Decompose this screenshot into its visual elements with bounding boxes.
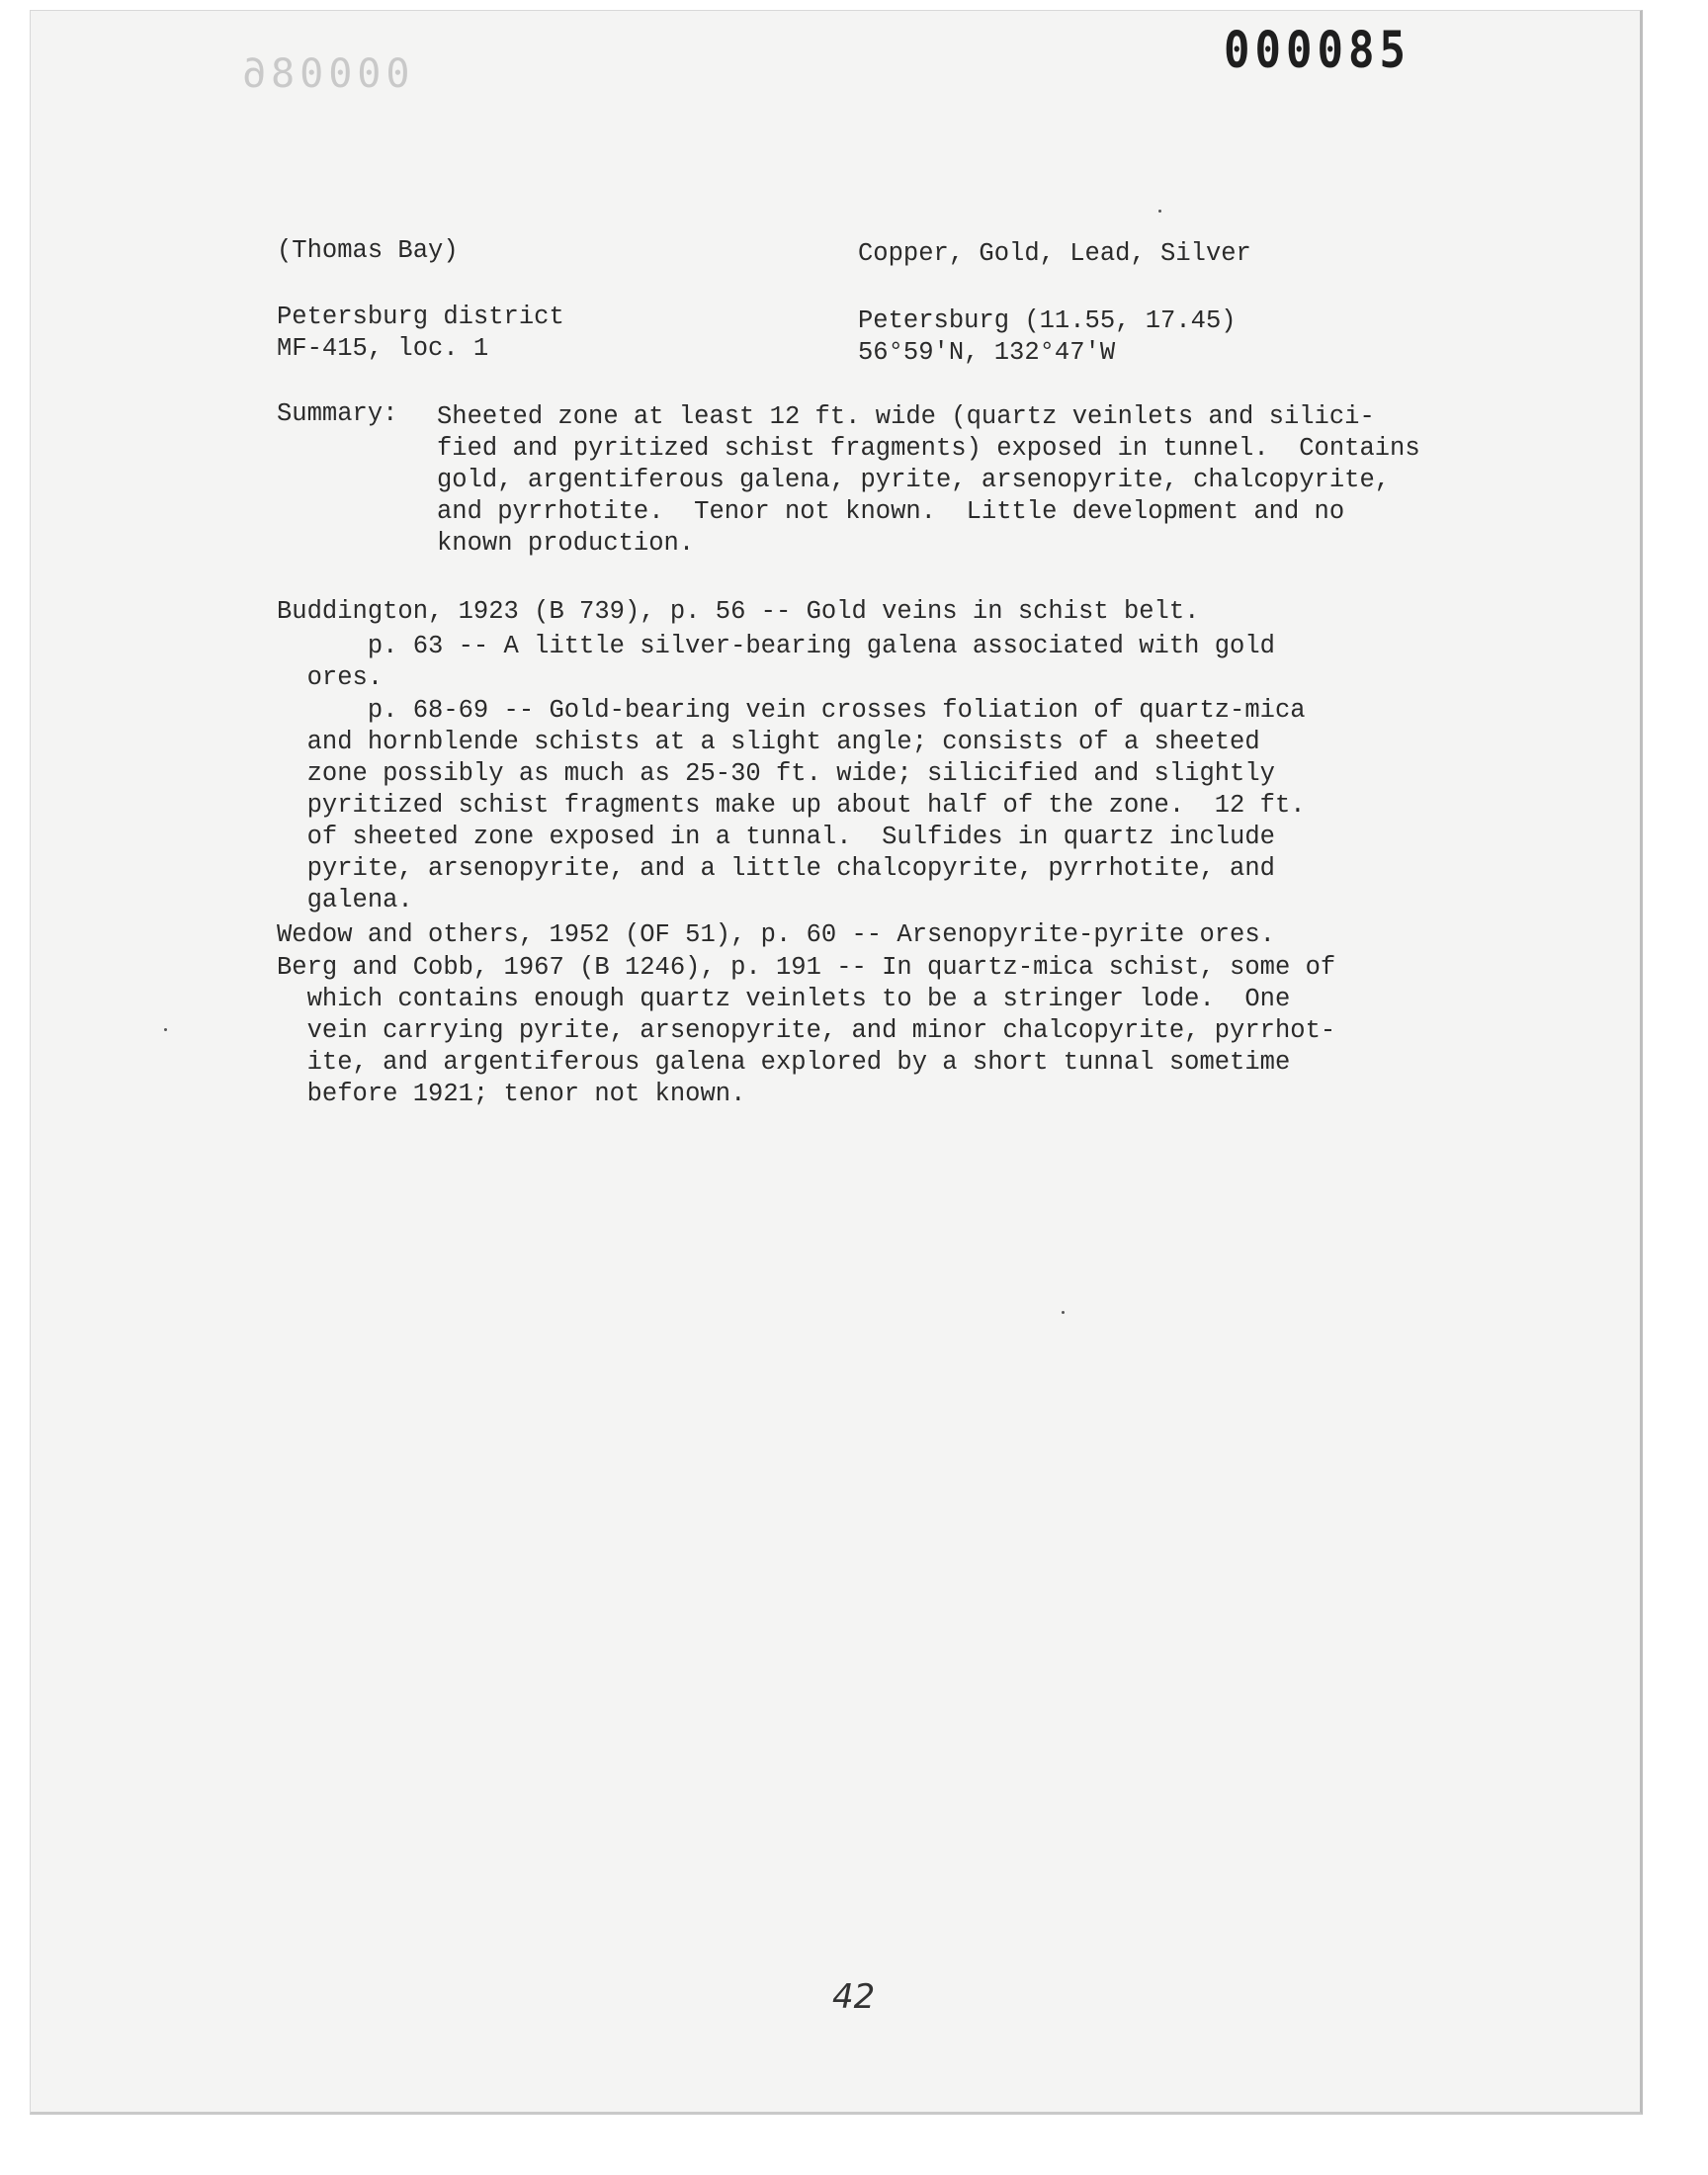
location-block — [858, 305, 1237, 369]
quadrangle: Petersburg (11.55, 17.45) — [858, 306, 1237, 335]
district-name: Petersburg district — [277, 303, 564, 331]
scan-speck — [1158, 210, 1161, 213]
summary-label: Summary: — [277, 399, 398, 428]
reference-line: and hornblende schists at a slight angle; consists of a sheeted — [277, 728, 1260, 756]
commodities: Copper, Gold, Lead, Silver — [858, 239, 1251, 268]
reference-line: ite, and argentiferous galena explored by a short tunnal sometime — [277, 1048, 1291, 1077]
reference-buddington-p56 — [277, 596, 1199, 628]
handwritten-page-number: 42 — [832, 1977, 876, 2017]
reference-buddington-p68 — [277, 695, 1306, 916]
reference-line: galena. — [277, 886, 413, 914]
summary-line: gold, argentiferous galena, pyrite, arsenopyrite, chalcopyrite, — [437, 466, 1391, 494]
coordinates: 56°59'N, 132°47'W — [858, 338, 1116, 367]
reference-line: before 1921; tenor not known. — [277, 1080, 746, 1108]
reference-line: Berg and Cobb, 1967 (B 1246), p. 191 -- In quartz-mica schist, some of — [277, 953, 1336, 982]
page-number-stamp: 000085 — [1224, 22, 1410, 80]
reference-buddington-p63 — [277, 631, 1275, 694]
reference-line: of sheeted zone exposed in a tunnal. Sulfides in quartz include — [277, 823, 1275, 851]
scan-speck — [164, 1028, 167, 1031]
reference-berg-cobb — [277, 952, 1335, 1110]
summary-text — [437, 401, 1420, 560]
summary-line: Sheeted zone at least 12 ft. wide (quartz veinlets and silici- — [437, 402, 1375, 431]
reference-line: p. 63 -- A little silver-bearing galena associated with gold — [277, 632, 1275, 660]
location-name: (Thomas Bay) — [277, 236, 459, 265]
reference-line: pyrite, arsenopyrite, and a little chalcopyrite, pyrrhotite, and — [277, 854, 1275, 883]
page-number-bleedthrough: 000086 — [237, 51, 410, 97]
summary-line: and pyrrhotite. Tenor not known. Little development and no — [437, 497, 1345, 526]
reference-line: pyritized schist fragments make up about half of the zone. 12 ft. — [277, 791, 1306, 820]
reference-line: vein carrying pyrite, arsenopyrite, and minor chalcopyrite, pyrrhot- — [277, 1016, 1336, 1045]
reference-line: which contains enough quartz veinlets to be a stringer lode. One — [277, 985, 1291, 1013]
reference-line: Wedow and others, 1952 (OF 51), p. 60 -- Arsenopyrite-pyrite ores. — [277, 920, 1275, 949]
district-block — [277, 302, 564, 365]
map-reference: MF-415, loc. 1 — [277, 334, 489, 363]
reference-line: zone possibly as much as 25-30 ft. wide; silicified and slightly — [277, 759, 1275, 788]
reference-wedow — [277, 919, 1275, 951]
reference-line: Buddington, 1923 (B 739), p. 56 -- Gold veins in schist belt. — [277, 597, 1200, 626]
summary-line: fied and pyritized schist fragments) exposed in tunnel. Contains — [437, 434, 1420, 463]
reference-line: p. 68-69 -- Gold-bearing vein crosses foliation of quartz-mica — [277, 696, 1306, 725]
reference-line: ores. — [277, 663, 384, 692]
summary-line: known production. — [437, 529, 695, 558]
scan-speck — [1062, 1311, 1065, 1314]
